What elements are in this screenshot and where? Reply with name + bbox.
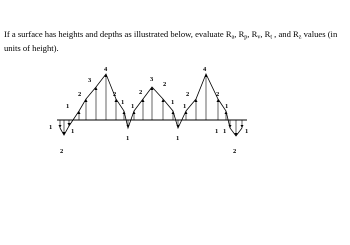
height-label: 4: [203, 66, 207, 73]
height-label: 1: [183, 103, 187, 110]
height-label: 2: [139, 89, 143, 96]
height-label: 1: [49, 124, 53, 131]
height-label: 2: [163, 81, 167, 88]
height-label: 4: [104, 66, 108, 73]
height-label: 3: [88, 77, 92, 84]
height-label: 1: [71, 128, 75, 135]
question-text: If a surface has heights and depths as illustrated below, evaluate $R_a$, $R_p$, $R_v$, $R_t$ , and $R_z$ values (in units of height).: [4, 29, 338, 53]
height-label: 1: [126, 135, 130, 142]
height-label: 1: [131, 103, 135, 110]
height-label: 2: [233, 148, 237, 155]
height-label: 2: [60, 148, 64, 155]
height-label: 2: [186, 91, 190, 98]
height-label: 2: [113, 91, 117, 98]
height-label: 2: [78, 91, 82, 98]
height-label: 1: [176, 135, 180, 142]
height-label: 1: [171, 99, 175, 106]
height-label: 1: [223, 128, 227, 135]
height-label: 3: [150, 76, 154, 83]
height-label: 1: [245, 128, 249, 135]
height-label: 1: [66, 103, 70, 110]
height-label: 1: [225, 103, 229, 110]
height-label: 1: [121, 99, 125, 106]
height-label: 1: [215, 128, 219, 135]
height-label: 2: [216, 91, 220, 98]
